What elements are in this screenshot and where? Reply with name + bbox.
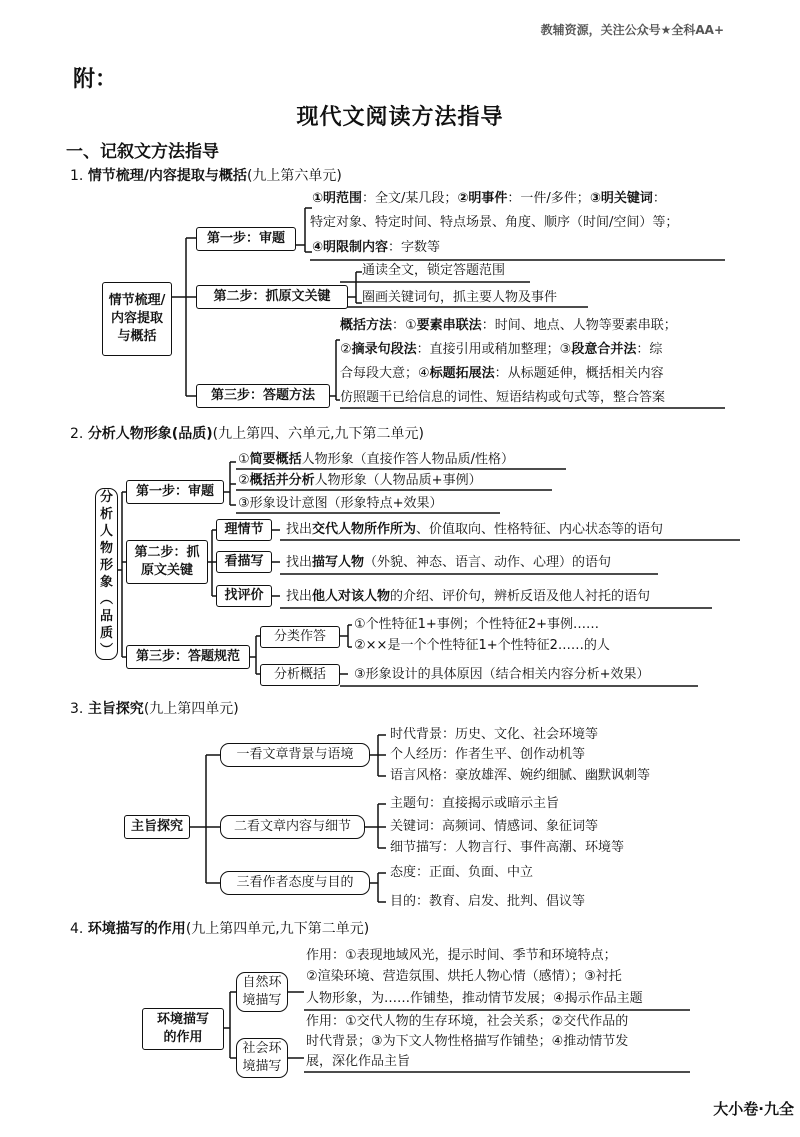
natural-line: 作用：①表现地域风光，提示时间、季节和环境特点；: [306, 948, 617, 963]
part2-heading: [70, 423, 424, 443]
step1-line2: 特定对象、特定时间、特点场景、角度、顺序（时间/空间）等；: [310, 215, 679, 230]
branch-item: 关键词：高频词、情感词、象征词等: [390, 819, 599, 834]
step3-line2: ②摘录句段法：直接引用或稍加整理；③段意合并法：综: [340, 342, 663, 357]
sub-box-summarize: 分析概括: [260, 664, 340, 686]
part-title: 主旨探究: [87, 701, 144, 717]
natural-env-box: 自然环 境描写: [236, 972, 288, 1012]
root-node-environment: 环境描写 的作用: [142, 1008, 224, 1050]
branch-item: 主题句：直接揭示或暗示主旨: [390, 796, 560, 811]
appendix-label: 附：: [73, 67, 118, 92]
root-node-plot: [102, 282, 172, 356]
step2-item: 通读全文，锁定答题范围: [362, 263, 506, 278]
social-line: 展，深化作品主旨: [306, 1054, 411, 1069]
social-env-box: 社会环 境描写: [236, 1038, 288, 1078]
root-node-character: 分 析 人 物 形 象 ︵ 品 质 ︶: [95, 488, 118, 660]
branch-box: 三看作者态度与目的: [220, 871, 370, 895]
sub-box-plot: 理情节: [216, 519, 272, 541]
part1-heading: [70, 165, 342, 185]
sub-item: ②××是一个个性特征1+个性特征2……的人: [354, 638, 610, 653]
step1-line1: ①明范围：全文/某几段；②明事件：一件/多件；③明关键词：: [312, 191, 666, 206]
sub-text: 找出他人对该人物的介绍、评价句，辨析反语及他人衬托的语句: [286, 589, 651, 604]
step2-item: 圈画关键词句，抓主要人物及事件: [362, 290, 558, 305]
branch-box: 一看文章背景与语境: [220, 743, 370, 767]
page-title: 现代文阅读方法指导: [296, 105, 504, 130]
part4-heading: [70, 918, 369, 938]
step3-box: 第三步：答题方法: [196, 384, 330, 408]
natural-line: ②渲染环境、营造氛围、烘托人物心情（感情）；③衬托: [306, 969, 622, 984]
root-line: 与概括: [117, 329, 157, 344]
sub-box-categorize: 分类作答: [260, 626, 340, 648]
sub-text: 找出交代人物所作所为、价值取向、性格特征、内心状态等的语句: [286, 522, 664, 537]
step1-line3: ④明限制内容：字数等: [312, 240, 441, 255]
footer-label: 大小卷·九全: [713, 1100, 794, 1118]
sub-item: ①个性特征1+事例；个性特征2+事例……: [354, 617, 599, 632]
part-title: 分析人物形象(品质): [87, 426, 213, 442]
sub-box-description: 看描写: [216, 551, 272, 573]
branch-item: 语言风格：豪放雄浑、婉约细腻、幽默讽刺等: [390, 768, 651, 783]
part-number: 1.: [70, 168, 84, 184]
root-line: 情节梳理/: [108, 293, 166, 308]
header-note: 教辅资源，关注公众号★全科AA+: [540, 23, 724, 37]
part-title: 情节梳理/内容提取与概括: [87, 168, 247, 184]
part-number: 2.: [70, 426, 84, 442]
sub-item: ③形象设计的具体原因（结合相关内容分析+效果）: [354, 667, 650, 682]
branch-item: 个人经历：作者生平、创作动机等: [390, 747, 586, 762]
part-scope: (九上第四、六单元,九下第二单元): [212, 426, 424, 442]
step1-item: ③形象设计意图（形象特点+效果）: [238, 496, 443, 511]
step1-box: 第一步：审题: [126, 480, 224, 504]
part-number: 3.: [70, 701, 84, 717]
step2-box: 第二步：抓 原文关键: [126, 540, 208, 584]
root-line: 内容提取: [110, 311, 163, 326]
part-scope: (九上第四单元,九下第二单元): [185, 921, 370, 937]
step1-item: ①简要概括人物形象（直接作答人物品质/性格）: [238, 452, 515, 467]
branch-item: 目的：教育、启发、批判、倡议等: [390, 894, 586, 909]
step3-line3: 合每段大意；④标题拓展法：从标题延伸，概括相关内容: [340, 366, 664, 381]
social-line: 时代背景；③为下文人物性格描写作铺垫；④推动情节发: [306, 1034, 629, 1049]
natural-line: 人物形象，为……作铺垫，推动情节发展；④揭示作品主题: [306, 991, 643, 1006]
part-scope: (九上第六单元): [246, 168, 342, 184]
part-scope: (九上第四单元): [143, 701, 239, 717]
part-title: 环境描写的作用: [87, 921, 186, 937]
step3-box: 第三步：答题规范: [126, 645, 250, 669]
branch-item: 态度：正面、负面、中立: [390, 865, 534, 880]
step3-line4: 仿照题干已给信息的词性、短语结构或句式等，整合答案: [340, 390, 666, 405]
branch-item: 时代背景：历史、文化、社会环境等: [390, 727, 599, 742]
branch-box: 二看文章内容与细节: [220, 815, 365, 839]
step2-box: 第二步：抓原文关键: [196, 285, 348, 309]
step3-line1: 概括方法：①要素串联法：时间、地点、人物等要素串联；: [340, 318, 677, 333]
social-line: 作用：①交代人物的生存环境，社会关系；②交代作品的: [306, 1014, 629, 1029]
step1-item: ②概括并分析人物形象（人物品质+事例）: [238, 473, 482, 488]
branch-item: 细节描写：人物言行、事件高潮、环境等: [390, 840, 625, 855]
root-node-theme: 主旨探究: [124, 815, 190, 839]
sub-box-evaluation: 找评价: [216, 585, 272, 607]
part3-heading: [70, 698, 239, 718]
sub-text: 找出描写人物（外貌、神态、语言、动作、心理）的语句: [286, 555, 612, 570]
section-heading: 一、记叙文方法指导: [66, 142, 219, 162]
step1-box: 第一步：审题: [196, 227, 296, 251]
part-number: 4.: [70, 921, 84, 937]
